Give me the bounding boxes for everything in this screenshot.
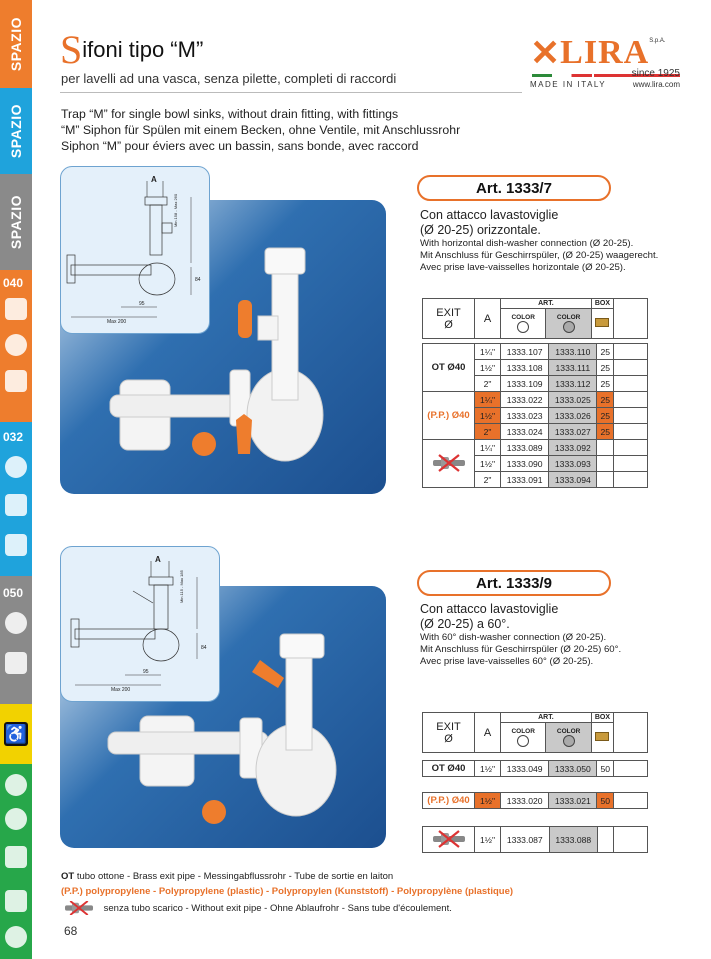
- sidebar-number: 032: [3, 430, 24, 444]
- cell-a: 1½": [475, 761, 501, 777]
- cell-code-white[interactable]: 1333.087: [501, 827, 550, 853]
- cell-blank: [614, 440, 648, 456]
- desc-fr: Siphon “M” pour éviers avec un bassin, sans bonde, avec raccord: [61, 139, 419, 153]
- grey-color-swatch: [563, 321, 575, 333]
- logo-x-icon: ✕: [530, 33, 561, 73]
- cell-code-grey[interactable]: 1333.021: [549, 793, 597, 809]
- cell-code-grey[interactable]: 1333.026: [549, 408, 597, 424]
- cell-code-white[interactable]: 1333.108: [501, 360, 549, 376]
- dim-a-label: A: [155, 555, 161, 564]
- sidebar-tab-spazio-grey[interactable]: [0, 174, 32, 270]
- cell-code-grey[interactable]: 1333.094: [549, 472, 597, 488]
- wheelchair-icon: ♿: [4, 724, 28, 744]
- cell-box: [597, 472, 614, 488]
- header-divider: [60, 92, 522, 93]
- cell-code-white[interactable]: 1333.109: [501, 376, 549, 392]
- spec-row-pp-1333-9: [422, 792, 648, 809]
- cell-code-grey[interactable]: 1333.111: [549, 360, 597, 376]
- page-number: 68: [64, 924, 78, 938]
- valve-icon: [5, 926, 27, 948]
- dim-min-max: Min 158 - Max 260: [173, 193, 178, 227]
- bottle-trap-icon: [5, 534, 27, 556]
- cell-box: 25: [597, 344, 614, 360]
- cell-a: 1¼": [475, 392, 501, 408]
- cell-code-grey[interactable]: 1333.027: [549, 424, 597, 440]
- cell-box: 50: [597, 761, 614, 777]
- cell-a: 1½": [475, 793, 501, 809]
- col-color-grey: [546, 309, 591, 339]
- section-sidebar: [0, 0, 32, 959]
- drawing-lines: [61, 167, 211, 335]
- siphon-icon: [5, 334, 27, 356]
- exit-symbol: Ø: [444, 732, 453, 745]
- shower-icon: [5, 774, 27, 796]
- dim-min-max: Min 115 - Max 185: [179, 570, 184, 603]
- logo-mark: [530, 34, 682, 72]
- logo-made-in: MADE IN ITALY: [530, 80, 607, 89]
- col-a: A: [475, 299, 501, 339]
- desc-fr: Avec prise lave-vaisselles 60° (Ø 20-25).: [420, 656, 594, 667]
- logo-website[interactable]: www.lira.com: [632, 80, 680, 89]
- cell-blank: [614, 424, 648, 440]
- dim-95: 95: [139, 301, 145, 307]
- cell-code-white[interactable]: 1333.022: [501, 392, 549, 408]
- cell-box: 25: [597, 408, 614, 424]
- cell-a: 1½": [475, 456, 501, 472]
- page-title: [60, 26, 203, 73]
- desc-de: “M” Siphon für Spülen mit einem Becken, ohne Ventile, mit Anschlussrohr: [61, 123, 461, 137]
- desc-it-line1: Con attacco lavastoviglie: [420, 208, 559, 222]
- cell-a: 2": [475, 472, 501, 488]
- trap-icon: [5, 494, 27, 516]
- col-a: A: [475, 713, 501, 753]
- cell-code-grey[interactable]: 1333.092: [549, 440, 597, 456]
- cell-a: 1½": [475, 827, 501, 853]
- group-label-no-pipe: [423, 827, 475, 853]
- cell-code-grey[interactable]: 1333.112: [549, 376, 597, 392]
- group-label-ot: OT Ø40: [423, 344, 475, 392]
- brand-logo[interactable]: [530, 34, 682, 94]
- pipe-icon: [5, 890, 27, 912]
- spec-row-no-pipe-1333-9: [422, 826, 648, 853]
- desc-en: With 60° dish-washer connection (Ø 20-25).: [420, 632, 607, 643]
- cell-a: 1½": [475, 360, 501, 376]
- box-icon: [595, 318, 609, 327]
- sidebar-section-050[interactable]: [0, 576, 32, 704]
- logo-since: since 1925: [631, 68, 680, 79]
- drawing-lines: [61, 547, 221, 703]
- cell-code-white[interactable]: 1333.049: [501, 761, 549, 777]
- logo-word: LIRA: [560, 34, 650, 71]
- cell-code-white[interactable]: 1333.024: [501, 424, 549, 440]
- col-exit: [423, 299, 475, 339]
- article-title-1333-9: Art. 1333/9: [417, 570, 611, 596]
- cell-box: 25: [597, 392, 614, 408]
- color-label: COLOR: [556, 314, 581, 321]
- technical-drawing-1333-9: [60, 546, 220, 702]
- sidebar-tab-label: SPAZIO: [8, 103, 24, 159]
- multilingual-description: [61, 106, 460, 154]
- sidebar-number: 050: [3, 586, 24, 600]
- cell-box: 25: [597, 360, 614, 376]
- dim-84: 84: [195, 277, 201, 283]
- col-art: ART.: [501, 713, 592, 723]
- cell-a: 1¼": [475, 344, 501, 360]
- no-exit-pipe-icon: [61, 901, 97, 915]
- italian-flag-stripe: [532, 74, 592, 77]
- sidebar-section-032[interactable]: [0, 422, 32, 576]
- spec-table-header-1333-7: [422, 298, 648, 339]
- cell-box: [597, 456, 614, 472]
- cell-box: [597, 440, 614, 456]
- desc-en: Trap “M” for single bowl sinks, without drain fitting, with fittings: [61, 107, 399, 121]
- cell-code-grey[interactable]: 1333.110: [549, 344, 597, 360]
- cell-code-grey[interactable]: 1333.050: [549, 761, 597, 777]
- cell-blank: [614, 472, 648, 488]
- title-initial: S: [60, 27, 83, 72]
- col-blank: [614, 713, 648, 753]
- sidebar-tab-label: SPAZIO: [8, 194, 24, 250]
- floor-drain-icon: [5, 846, 27, 868]
- logo-spa: S.p.A.: [649, 38, 666, 44]
- exit-label: EXIT: [436, 720, 461, 733]
- cell-code-white[interactable]: 1333.107: [501, 344, 549, 360]
- cell-code-grey[interactable]: 1333.093: [549, 456, 597, 472]
- cell-code-white[interactable]: 1333.089: [501, 440, 549, 456]
- group-label-pp: (P.P.) Ø40: [423, 392, 475, 440]
- legend-ot-text: tubo ottone - Brass exit pipe - Messingabflussrohr - Tube de sortie en laiton: [74, 871, 394, 882]
- chef-icon: [5, 652, 27, 674]
- col-color-white: [501, 723, 546, 753]
- technical-drawing-1333-7: [60, 166, 210, 334]
- desc-it-line2: (Ø 20-25) a 60°.: [420, 617, 510, 631]
- spec-table-1333-7: [422, 343, 648, 488]
- cell-blank: [614, 793, 648, 809]
- color-label: COLOR: [556, 728, 581, 735]
- desc-en: With horizontal dish-washer connection (Ø 20-25).: [420, 238, 634, 249]
- exit-label: EXIT: [436, 306, 461, 319]
- desc-de: Mit Anschluss für Geschirrspüler, (Ø 20-25) waagerecht.: [420, 250, 659, 261]
- group-label-no-pipe: [423, 440, 475, 488]
- sidebar-number: 040: [3, 276, 24, 290]
- dim-a-label: A: [151, 175, 157, 184]
- box-icon: [595, 732, 609, 741]
- col-blank: [614, 299, 648, 339]
- dim-max: Max 200: [111, 687, 131, 693]
- basin-icon: [5, 456, 27, 478]
- sink-icon: [5, 298, 27, 320]
- cell-blank: [614, 408, 648, 424]
- white-color-swatch: [517, 321, 529, 333]
- sidebar-tab-label: SPAZIO: [8, 16, 24, 72]
- cell-blank: [614, 360, 648, 376]
- spec-table-header-1333-9: [422, 712, 648, 753]
- siphon-icon: [5, 612, 27, 634]
- box-cell: [591, 723, 613, 753]
- desc-fr: Avec prise lave-vaisselles horizontale (Ø 20-25).: [420, 262, 626, 273]
- cell-blank: [614, 376, 648, 392]
- article-desc-1333-9: [420, 602, 621, 668]
- col-color-white: [501, 309, 546, 339]
- cell-code-white[interactable]: 1333.023: [501, 408, 549, 424]
- legend-no-pipe-text: senza tubo scarico - Without exit pipe - Ohne Ablaufrohr - Sans tube d'écoulement.: [103, 902, 452, 914]
- cell-blank: [614, 344, 648, 360]
- cell-code-grey[interactable]: 1333.088: [549, 827, 598, 853]
- color-label: COLOR: [511, 728, 535, 735]
- cell-blank: [614, 827, 648, 853]
- group-label-pp: (P.P.) Ø40: [423, 793, 475, 809]
- grey-color-swatch: [563, 735, 575, 747]
- drain-icon: [5, 808, 27, 830]
- bottle-trap-icon: [5, 370, 27, 392]
- desc-de: Mit Anschluss für Geschirrspüler (Ø 20-25) 60°.: [420, 644, 622, 655]
- no-exit-pipe-icon: [431, 454, 467, 472]
- cell-blank: [614, 761, 648, 777]
- col-exit: [423, 713, 475, 753]
- title-rest: ifoni tipo “M”: [82, 37, 204, 62]
- col-color-grey: [546, 723, 591, 753]
- sidebar-tab-spazio-orange[interactable]: [0, 0, 32, 88]
- spec-row-ot-1333-9: [422, 760, 648, 777]
- cell-a: 2": [475, 376, 501, 392]
- page-subtitle: per lavelli ad una vasca, senza pilette, completi di raccordi: [61, 71, 397, 86]
- legend-ot-abbr: OT: [61, 871, 75, 882]
- white-color-swatch: [517, 735, 529, 747]
- cell-code-white[interactable]: 1333.090: [501, 456, 549, 472]
- cell-box: 25: [597, 424, 614, 440]
- dim-max: Max 200: [107, 319, 127, 325]
- cell-a: 1½": [475, 408, 501, 424]
- col-box: BOX: [591, 713, 613, 723]
- cell-box: 50: [597, 793, 614, 809]
- box-cell: [591, 309, 613, 339]
- cell-code-grey[interactable]: 1333.025: [549, 392, 597, 408]
- dim-95: 95: [143, 669, 149, 675]
- cell-code-white[interactable]: 1333.091: [501, 472, 549, 488]
- article-desc-1333-7: [420, 208, 658, 274]
- desc-it-line1: Con attacco lavastoviglie: [420, 602, 559, 616]
- no-exit-pipe-icon: [431, 830, 467, 848]
- color-label: COLOR: [511, 314, 535, 321]
- legend-ot: [61, 871, 393, 882]
- article-title-1333-7: Art. 1333/7: [417, 175, 611, 201]
- sidebar-tab-spazio-blue[interactable]: [0, 88, 32, 174]
- cell-blank: [614, 456, 648, 472]
- legend-no-pipe: [61, 901, 452, 915]
- sidebar-section-040[interactable]: [0, 270, 32, 422]
- sidebar-section-accessible[interactable]: [0, 704, 32, 764]
- sidebar-section-green[interactable]: [0, 764, 32, 959]
- group-label-ot: OT Ø40: [423, 761, 475, 777]
- cell-code-white[interactable]: 1333.020: [501, 793, 549, 809]
- cell-a: 2": [475, 424, 501, 440]
- legend-pp: (P.P.) polypropylene - Polypropylene (plastic) - Polypropylen (Kunststoff) - Polypropylène (plastique): [61, 886, 514, 897]
- col-art: ART.: [501, 299, 592, 309]
- cell-box: [598, 827, 614, 853]
- exit-symbol: Ø: [444, 318, 453, 331]
- cell-a: 1¼": [475, 440, 501, 456]
- cell-blank: [614, 392, 648, 408]
- cell-box: 25: [597, 376, 614, 392]
- col-box: BOX: [591, 299, 613, 309]
- dim-84: 84: [201, 645, 207, 651]
- desc-it-line2: (Ø 20-25) orizzontale.: [420, 223, 541, 237]
